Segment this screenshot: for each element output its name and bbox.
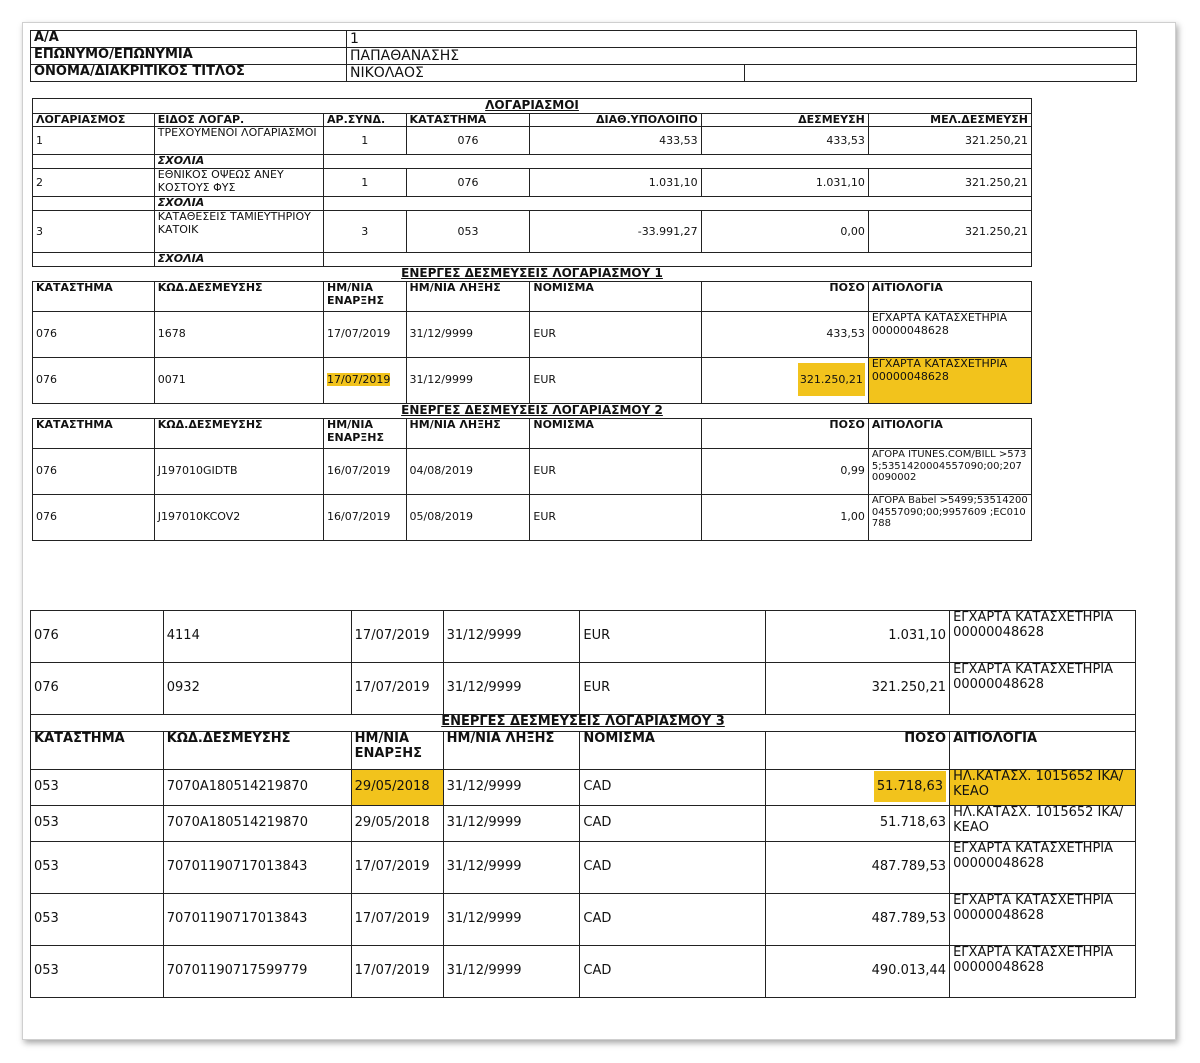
block-reason: ΗΛ.ΚΑΤΑΣΧ. 1015652 ΙΚΑ/ΚΕΑΟ (950, 770, 1136, 806)
comments-label: ΣΧΟΛΙΑ (154, 253, 323, 267)
account-future-block: 321.250,21 (868, 169, 1031, 197)
col-end-date: ΗΜ/ΝΙΑ ΛΗΞΗΣ (443, 732, 580, 770)
block-start-date: 17/07/2019 (351, 842, 443, 894)
block-branch: 053 (31, 894, 164, 946)
block-start-date: 17/07/2019 (327, 373, 391, 387)
block-currency: CAD (580, 770, 766, 806)
block-start-date: 17/07/2019 (324, 312, 407, 358)
block-currency: EUR (530, 358, 701, 404)
blocks3-header-row (31, 732, 1136, 770)
surname-label: ΕΠΩΝΥΜΟ/ΕΠΩΝΥΜΙΑ (31, 48, 347, 65)
col-currency: ΝΟΜΙΣΜΑ (530, 282, 701, 312)
aa-value: 1 (347, 31, 1137, 48)
block-start-date: 17/07/2019 (351, 894, 443, 946)
accounts-title-row (33, 99, 1032, 114)
accounts-title: ΛΟΓΑΡΙΑΣΜΟΙ (485, 98, 579, 112)
col-block-code: ΚΩΔ.ΔΕΣΜΕΥΣΗΣ (163, 732, 351, 770)
person-info-table (30, 30, 1137, 82)
account-future-block: 321.250,21 (868, 211, 1031, 253)
name-label: ΟΝΟΜΑ/ΔΙΑΚΡΙΤΙΚΟΣ ΤΙΤΛΟΣ (31, 65, 347, 82)
blocks2-title: ΕΝΕΡΓΕΣ ΔΕΣΜΕΥΣΕΙΣ ΛΟΓΑΡΙΑΣΜΟΥ 2 (401, 403, 663, 418)
col-block: ΔΕΣΜΕΥΣΗ (701, 113, 868, 127)
account-branch: 076 (406, 127, 530, 155)
block-amount: 490.013,44 (766, 946, 950, 998)
block-row (31, 842, 1136, 894)
col-branch: ΚΑΤΑΣΤΗΜΑ (33, 282, 155, 312)
block-start-date: 16/07/2019 (324, 449, 407, 495)
blocks-continuation-table (30, 610, 1136, 998)
block-amount: 51.718,63 (874, 771, 946, 802)
block-currency: CAD (580, 894, 766, 946)
col-end-date: ΗΜ/ΝΙΑ ΛΗΞΗΣ (406, 282, 530, 312)
account-ar: 3 (324, 211, 407, 253)
block-branch: 076 (33, 449, 155, 495)
block-start-date: 17/07/2019 (351, 663, 443, 715)
block-code: 70701190717013843 (163, 842, 351, 894)
block-end-date: 31/12/9999 (406, 358, 530, 404)
block-currency: EUR (530, 449, 701, 495)
blocks1-title-row (33, 267, 1032, 282)
block-currency: CAD (580, 842, 766, 894)
block-end-date: 31/12/9999 (443, 842, 580, 894)
block-end-date: 31/12/9999 (406, 312, 530, 358)
block-branch: 076 (31, 663, 164, 715)
block-row (31, 894, 1136, 946)
block-row (31, 806, 1136, 842)
account-type: ΕΘΝΙΚΟΣ ΟΨΕΩΣ ΑΝΕΥ ΚΟΣΤΟΥΣ ΦΥΣ (154, 169, 323, 197)
surname-value: ΠΑΠΑΘΑΝΑΣΗΣ (347, 48, 1137, 65)
col-amount: ΠΟΣΟ (701, 419, 868, 449)
block-code: 70701190717599779 (163, 946, 351, 998)
name-value: ΝΙΚΟΛΑΟΣ (347, 65, 745, 82)
block-reason: ΕΓΧΑΡΤΑ ΚΑΤΑΣΧΕΤΗΡΙΑ 00000048628 (868, 358, 1031, 404)
block-start-date: 16/07/2019 (324, 495, 407, 541)
block-start-date: 29/05/2018 (351, 806, 443, 842)
account-number: 2 (33, 169, 155, 197)
block-row (33, 495, 1032, 541)
blocks1-header-row (33, 282, 1032, 312)
block-code: 4114 (163, 611, 351, 663)
blocks3-title-row (31, 715, 1136, 732)
account-block: 433,53 (701, 127, 868, 155)
block-start-date: 17/07/2019 (351, 611, 443, 663)
block-branch: 053 (31, 770, 164, 806)
comments-row (33, 155, 1032, 169)
block-code: 70701190717013843 (163, 894, 351, 946)
col-currency: ΝΟΜΙΣΜΑ (530, 419, 701, 449)
block-branch: 053 (31, 806, 164, 842)
comments-label: ΣΧΟΛΙΑ (154, 197, 323, 211)
block-branch: 053 (31, 946, 164, 998)
col-future-block: ΜΕΛ.ΔΕΣΜΕΥΣΗ (868, 113, 1031, 127)
accounts-table (32, 98, 1032, 541)
col-reason: ΑΙΤΙΟΛΟΓΙΑ (950, 732, 1136, 770)
block-row (31, 946, 1136, 998)
blocks1-title: ΕΝΕΡΓΕΣ ΔΕΣΜΕΥΣΕΙΣ ΛΟΓΑΡΙΑΣΜΟΥ 1 (401, 266, 663, 281)
col-currency: ΝΟΜΙΣΜΑ (580, 732, 766, 770)
block-code: J197010GIDTB (154, 449, 323, 495)
block-reason: ΕΓΧΑΡΤΑ ΚΑΤΑΣΧΕΤΗΡΙΑ 00000048628 (950, 894, 1136, 946)
col-branch: ΚΑΤΑΣΤΗΜΑ (31, 732, 164, 770)
account-row (33, 127, 1032, 155)
account-type: ΚΑΤΑΘΕΣΕΙΣ ΤΑΜΙΕΥΤΗΡΙΟΥ ΚΑΤΟΙΚ (154, 211, 323, 253)
block-row (33, 358, 1032, 404)
block-reason: ΕΓΧΑΡΤΑ ΚΑΤΑΣΧΕΤΗΡΙΑ 00000048628 (868, 312, 1031, 358)
comments-row (33, 197, 1032, 211)
block-currency: CAD (580, 806, 766, 842)
block-reason: ΑΓΟΡΑ Babel >5499;5351420004557090;00;9957609 ;EC010788 (868, 495, 1031, 541)
block-reason: ΕΓΧΑΡΤΑ ΚΑΤΑΣΧΕΤΗΡΙΑ 00000048628 (950, 611, 1136, 663)
name-empty-cell (745, 65, 1137, 82)
account-ar: 1 (324, 169, 407, 197)
account-row (33, 211, 1032, 253)
col-block-code: ΚΩΔ.ΔΕΣΜΕΥΣΗΣ (154, 419, 323, 449)
account-number: 1 (33, 127, 155, 155)
col-account: ΛΟΓΑΡΙΑΣΜΟΣ (33, 113, 155, 127)
block-reason: ΕΓΧΑΡΤΑ ΚΑΤΑΣΧΕΤΗΡΙΑ 00000048628 (950, 946, 1136, 998)
block-amount: 487.789,53 (766, 842, 950, 894)
block-currency: EUR (580, 611, 766, 663)
block-code: 1678 (154, 312, 323, 358)
block-row (31, 611, 1136, 663)
block-amount: 321.250,21 (766, 663, 950, 715)
block-start-date: 29/05/2018 (351, 770, 443, 806)
account-ar: 1 (324, 127, 407, 155)
account-balance: -33.991,27 (530, 211, 701, 253)
block-end-date: 04/08/2019 (406, 449, 530, 495)
surname-row (31, 48, 1137, 65)
account-number: 3 (33, 211, 155, 253)
aa-row (31, 31, 1137, 48)
account-row (33, 169, 1032, 197)
account-future-block: 321.250,21 (868, 127, 1031, 155)
blocks3-title: ΕΝΕΡΓΕΣ ΔΕΣΜΕΥΣΕΙΣ ΛΟΓΑΡΙΑΣΜΟΥ 3 (441, 714, 725, 729)
block-end-date: 31/12/9999 (443, 894, 580, 946)
block-reason: ΕΓΧΑΡΤΑ ΚΑΤΑΣΧΕΤΗΡΙΑ 00000048628 (950, 842, 1136, 894)
block-reason: ΗΛ.ΚΑΤΑΣΧ. 1015652 ΙΚΑ/ΚΕΑΟ (950, 806, 1136, 842)
col-block-code: ΚΩΔ.ΔΕΣΜΕΥΣΗΣ (154, 282, 323, 312)
account-type: ΤΡΕΧΟΥΜΕΝΟΙ ΛΟΓΑΡΙΑΣΜΟΙ (154, 127, 323, 155)
block-branch: 076 (31, 611, 164, 663)
block-branch: 076 (33, 312, 155, 358)
col-available-balance: ΔΙΑΘ.ΥΠΟΛΟΙΠΟ (530, 113, 701, 127)
blocks2-title-row (33, 404, 1032, 419)
aa-label: Α/Α (31, 31, 347, 48)
account-balance: 433,53 (530, 127, 701, 155)
col-amount: ΠΟΣΟ (701, 282, 868, 312)
blocks2-header-row (33, 419, 1032, 449)
block-amount: 433,53 (701, 312, 868, 358)
col-start-date: ΗΜ/ΝΙΑ ΕΝΑΡΞΗΣ (324, 419, 407, 449)
block-amount: 1,00 (701, 495, 868, 541)
block-code: 7070A180514219870 (163, 806, 351, 842)
block-amount: 0,99 (701, 449, 868, 495)
block-end-date: 31/12/9999 (443, 663, 580, 715)
block-currency: EUR (530, 495, 701, 541)
comments-label: ΣΧΟΛΙΑ (154, 155, 323, 169)
col-account-type: ΕΙΔΟΣ ΛΟΓΑΡ. (154, 113, 323, 127)
account-balance: 1.031,10 (530, 169, 701, 197)
col-branch: ΚΑΤΑΣΤΗΜΑ (33, 419, 155, 449)
block-code: 0932 (163, 663, 351, 715)
block-code: 7070A180514219870 (163, 770, 351, 806)
block-end-date: 31/12/9999 (443, 611, 580, 663)
block-reason: ΑΓΟΡΑ ITUNES.COM/BILL >5735;5351420004557090;00;2070090002 (868, 449, 1031, 495)
block-branch: 076 (33, 358, 155, 404)
account-branch: 053 (406, 211, 530, 253)
block-end-date: 31/12/9999 (443, 946, 580, 998)
block-row (31, 663, 1136, 715)
block-currency: CAD (580, 946, 766, 998)
block-code: J197010KCOV2 (154, 495, 323, 541)
name-row (31, 65, 1137, 82)
col-branch: ΚΑΤΑΣΤΗΜΑ (406, 113, 530, 127)
block-code: 0071 (154, 358, 323, 404)
block-currency: EUR (530, 312, 701, 358)
block-reason: ΕΓΧΑΡΤΑ ΚΑΤΑΣΧΕΤΗΡΙΑ 00000048628 (950, 663, 1136, 715)
account-block: 0,00 (701, 211, 868, 253)
block-branch: 076 (33, 495, 155, 541)
account-branch: 076 (406, 169, 530, 197)
block-end-date: 31/12/9999 (443, 806, 580, 842)
block-row (31, 770, 1136, 806)
col-amount: ΠΟΣΟ (766, 732, 950, 770)
col-start-date: ΗΜ/ΝΙΑ ΕΝΑΡΞΗΣ (351, 732, 443, 770)
account-block: 1.031,10 (701, 169, 868, 197)
block-amount: 51.718,63 (766, 806, 950, 842)
block-end-date: 31/12/9999 (443, 770, 580, 806)
block-amount: 321.250,21 (798, 363, 865, 396)
col-reason: ΑΙΤΙΟΛΟΓΙΑ (868, 419, 1031, 449)
comments-row (33, 253, 1032, 267)
block-row (33, 312, 1032, 358)
block-amount: 487.789,53 (766, 894, 950, 946)
block-end-date: 05/08/2019 (406, 495, 530, 541)
col-ar-synd: ΑΡ.ΣΥΝΔ. (324, 113, 407, 127)
col-end-date: ΗΜ/ΝΙΑ ΛΗΞΗΣ (406, 419, 530, 449)
block-currency: EUR (580, 663, 766, 715)
col-reason: ΑΙΤΙΟΛΟΓΙΑ (868, 282, 1031, 312)
block-amount: 1.031,10 (766, 611, 950, 663)
block-start-date: 17/07/2019 (351, 946, 443, 998)
accounts-header-row (33, 113, 1032, 127)
col-start-date: ΗΜ/ΝΙΑ ΕΝΑΡΞΗΣ (324, 282, 407, 312)
block-branch: 053 (31, 842, 164, 894)
block-row (33, 449, 1032, 495)
